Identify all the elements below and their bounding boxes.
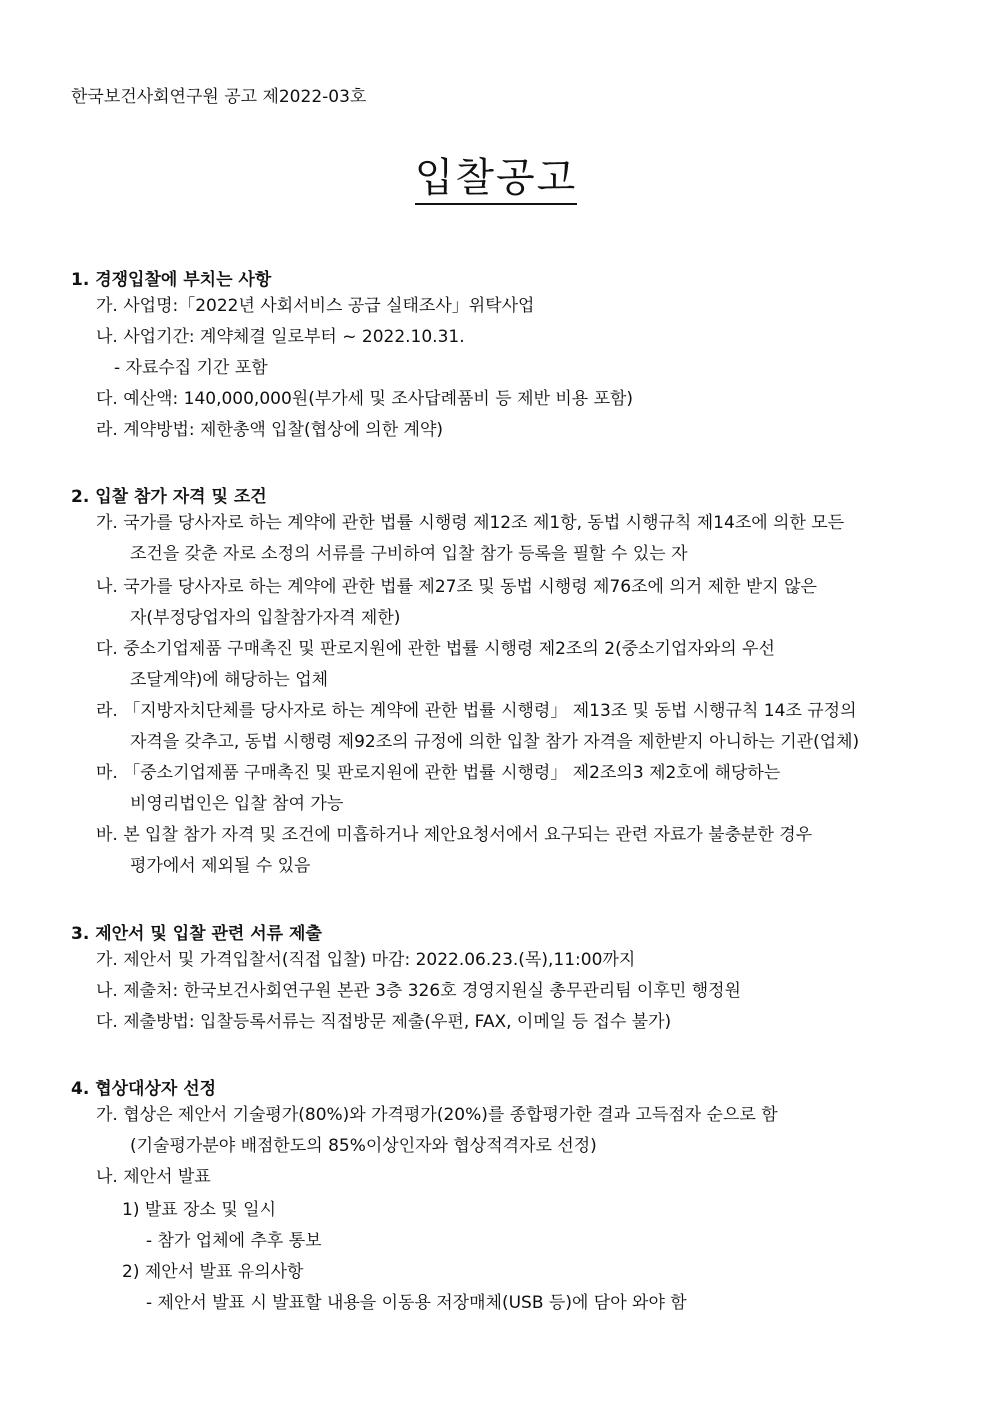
section-1-line-4: 다. 예산액: 140,000,000원(부가세 및 조사답례품비 등 제반 비용 포함) [96, 389, 634, 409]
section-1-line-1: 가. 사업명:「2022년 사회서비스 공급 실태조사」위탁사업 [96, 296, 535, 316]
section-2-line-9: 마. 「중소기업제품 구매촉진 및 판로지원에 관한 법률 시행령」 제2조의3 제2호에 해당하는 [96, 763, 781, 783]
section-1-line-2: 나. 사업기간: 계약체결 일로부터 ~ 2022.10.31. [96, 327, 465, 347]
section-2-line-6: 조달계약)에 해당하는 업체 [130, 670, 329, 690]
section-2-line-4: 자(부정당업자의 입찰참가자격 제한) [130, 608, 401, 628]
section-2-heading: 2. 입찰 참가 자격 및 조건 [71, 487, 267, 507]
section-1-heading: 1. 경쟁입찰에 부치는 사항 [71, 270, 272, 290]
section-4-line-1: 가. 협상은 제안서 기술평가(80%)와 가격평가(20%)를 종합평가한 결과 고득점자 순으로 함 [96, 1105, 778, 1125]
section-2-line-2: 조건을 갖춘 자로 소정의 서류를 구비하여 입찰 참가 등록을 필할 수 있는 자 [130, 544, 688, 564]
section-1-line-3: - 자료수집 기간 포함 [114, 358, 268, 378]
section-4-line-6: 2) 제안서 발표 유의사항 [122, 1262, 304, 1282]
section-4-heading: 4. 협상대상자 선정 [71, 1079, 217, 1099]
section-3-line-3: 다. 제출방법: 입찰등록서류는 직접방문 제출(우편, FAX, 이메일 등 접수 불가) [96, 1012, 672, 1032]
document-title [0, 146, 992, 203]
section-2-line-5: 다. 중소기업제품 구매촉진 및 판로지원에 관한 법률 시행령 제2조의 2(중소기업자와의 우선 [96, 639, 775, 659]
section-4-line-5: - 참가 업체에 추후 통보 [146, 1231, 322, 1251]
section-2-line-12: 평가에서 제외될 수 있음 [130, 856, 311, 876]
section-2-line-7: 라. 「지방자치단체를 당사자로 하는 계약에 관한 법률 시행령」 제13조 및 동법 시행규칙 14조 규정의 [96, 701, 857, 721]
section-3-heading: 3. 제안서 및 입찰 관련 서류 제출 [71, 924, 322, 944]
section-4-line-4: 1) 발표 장소 및 일시 [122, 1200, 277, 1220]
section-1-line-5: 라. 계약방법: 제한총액 입찰(협상에 의한 계약) [96, 420, 444, 440]
section-2-line-1: 가. 국가를 당사자로 하는 계약에 관한 법률 시행령 제12조 제1항, 동법 시행규칙 제14조에 의한 모든 [96, 513, 845, 533]
section-2-line-10: 비영리법인은 입찰 참여 가능 [130, 794, 344, 814]
document-title-text: 입찰공고 [415, 155, 578, 205]
section-2-line-8: 자격을 갖추고, 동법 시행령 제92조의 규정에 의한 입찰 참가 자격을 제한받지 아니하는 기관(업체) [130, 732, 860, 752]
notice-number: 한국보건사회연구원 공고 제2022-03호 [71, 87, 367, 107]
section-3-line-1: 가. 제안서 및 가격입찰서(직접 입찰) 마감: 2022.06.23.(목),11:00까지 [96, 950, 636, 970]
section-2-line-3: 나. 국가를 당사자로 하는 계약에 관한 법률 제27조 및 동법 시행령 제76조에 의거 제한 받지 않은 [96, 577, 817, 597]
section-4-line-3: 나. 제안서 발표 [96, 1167, 211, 1187]
section-3-line-2: 나. 제출처: 한국보건사회연구원 본관 3층 326호 경영지원실 총무관리팀 이후민 행정원 [96, 981, 741, 1001]
section-2-line-11: 바. 본 입찰 참가 자격 및 조건에 미흡하거나 제안요청서에서 요구되는 관련 자료가 불충분한 경우 [96, 825, 813, 845]
section-4-line-2: (기술평가분야 배점한도의 85%이상인자와 협상적격자로 선정) [130, 1136, 597, 1156]
section-4-line-7: - 제안서 발표 시 발표할 내용을 이동용 저장매체(USB 등)에 담아 와야 함 [146, 1293, 687, 1313]
